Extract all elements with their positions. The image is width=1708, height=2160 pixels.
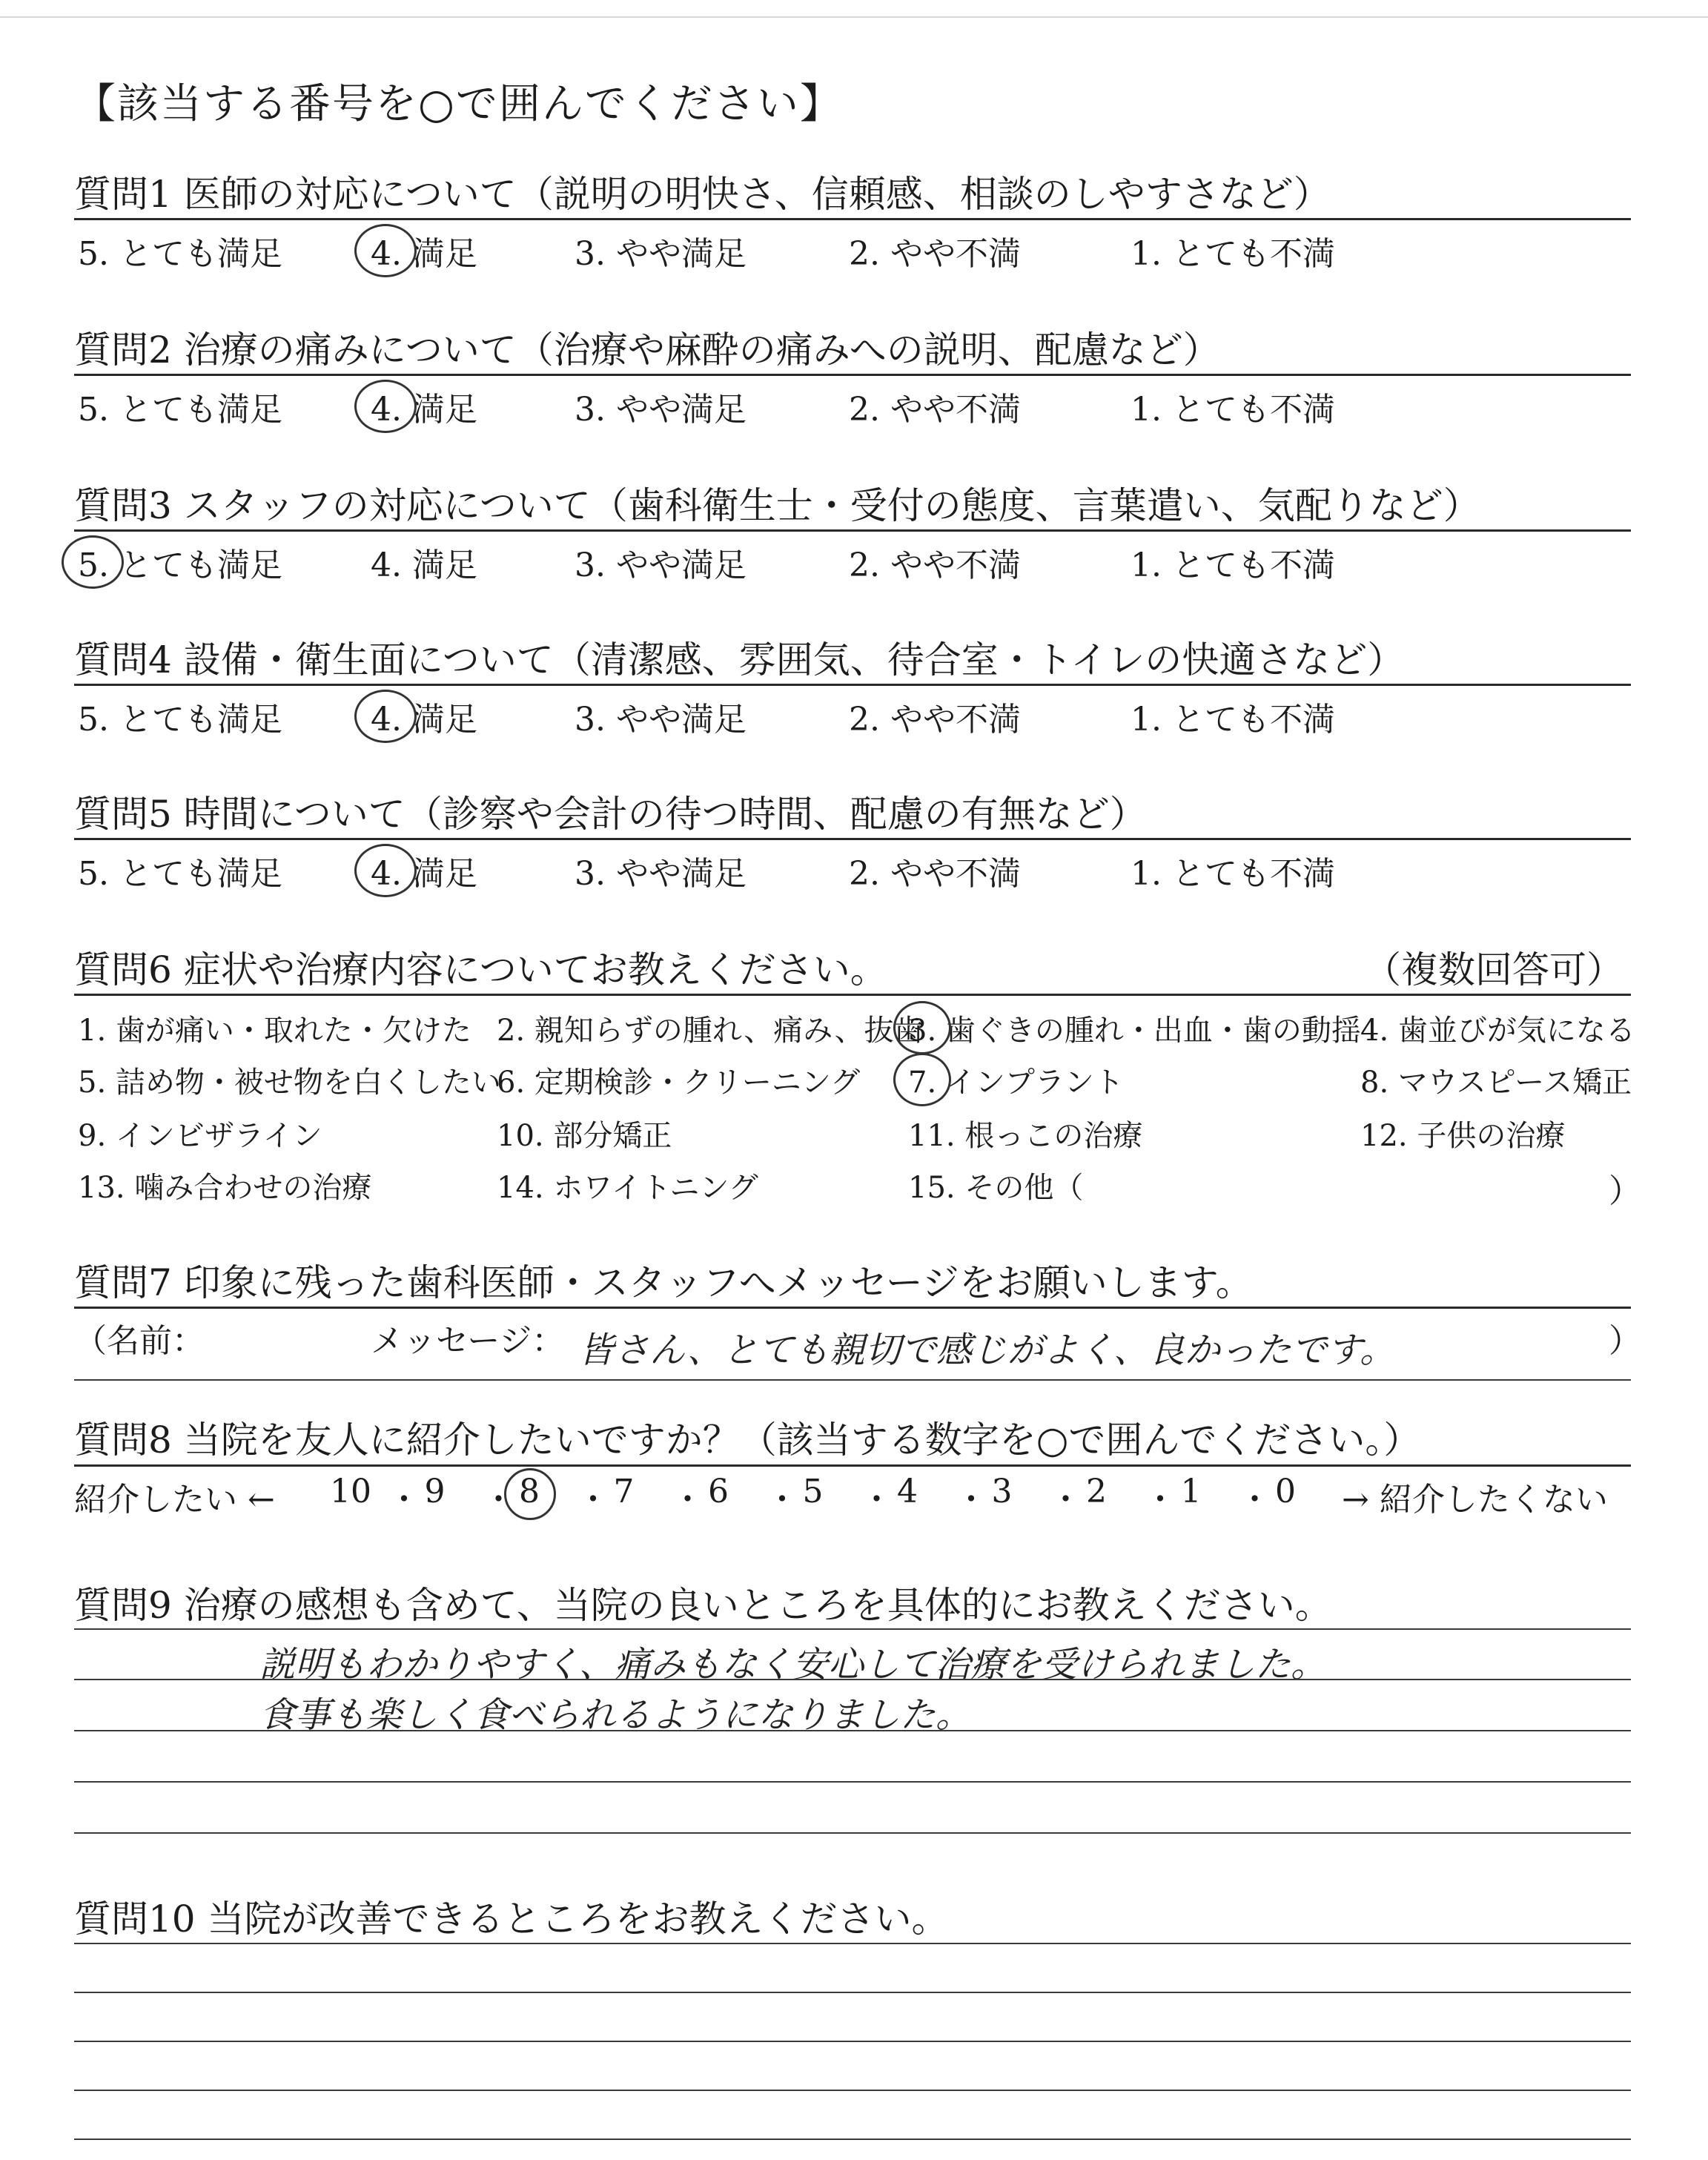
scale-separator-dot: ・ (860, 1481, 893, 1519)
question-9-line-4 (74, 1781, 1631, 1783)
scale-separator-dot: ・ (388, 1481, 420, 1519)
scan-top-edge (0, 16, 1708, 18)
question-7-underline (74, 1379, 1631, 1381)
recommend-score-4[interactable]: 4 (897, 1473, 918, 1510)
symptom-option-3[interactable]: 3. 歯ぐきの腫れ・出血・歯の動揺 (908, 1014, 1361, 1048)
question-2-option-2[interactable]: 2. やや不満 (849, 391, 1021, 429)
question-4-selected-circle (354, 690, 417, 743)
scale-separator-dot: ・ (955, 1481, 987, 1519)
recommend-score-6[interactable]: 6 (708, 1473, 729, 1510)
question-2-option-3[interactable]: 3. やや満足 (575, 391, 747, 429)
symptom-option-7[interactable]: 7. インプラント (908, 1066, 1124, 1100)
question-3-option-3[interactable]: 3. やや満足 (575, 546, 747, 584)
question-1-option-1[interactable]: 1. とても不満 (1131, 235, 1335, 273)
question-5-rule (74, 838, 1631, 840)
question-9-label: 質問9 治療の感想も含めて、当院の良いところを具体的にお教えください。 (74, 1584, 1332, 1627)
question-9-line-5 (74, 1832, 1631, 1834)
recommend-right-label: → 紹介したくない (1342, 1481, 1608, 1519)
question-1-option-2[interactable]: 2. やや不満 (849, 235, 1021, 273)
scale-separator-dot: ・ (1049, 1481, 1082, 1519)
recommend-score-2[interactable]: 2 (1086, 1473, 1107, 1510)
symptom-option-12[interactable]: 12. 子供の治療 (1360, 1119, 1566, 1153)
other-close-paren: ） (1609, 1172, 1641, 1210)
question-1-option-3[interactable]: 3. やや満足 (575, 235, 747, 273)
symptom-option-13[interactable]: 13. 噛み合わせの治療 (78, 1171, 372, 1205)
question-3-option-1[interactable]: 1. とても不満 (1131, 546, 1335, 584)
scale-separator-dot: ・ (1238, 1481, 1271, 1519)
symptom-option-6[interactable]: 6. 定期検診・クリーニング (497, 1066, 861, 1100)
question-2-rule (74, 374, 1631, 376)
scale-separator-dot: ・ (671, 1481, 704, 1519)
question-10-line-4 (74, 2090, 1631, 2091)
symptom-3-selected-circle (893, 1001, 951, 1054)
question-2-label: 質問2 治療の痛みについて（治療や麻酔の痛みへの説明、配慮など） (74, 328, 1220, 371)
question-3-label: 質問3 スタッフの対応について（歯科衛生士・受付の態度、言葉遣い、気配りなど） (74, 484, 1480, 527)
message-label: メッセージ： (371, 1322, 565, 1360)
recommend-score-0[interactable]: 0 (1275, 1473, 1296, 1510)
question-10-line-2 (74, 1992, 1631, 1993)
question-1-option-4[interactable]: 4. 満足 (371, 235, 477, 273)
recommend-score-9[interactable]: 9 (424, 1473, 446, 1510)
question-8-label: 質問8 当院を友人に紹介したいですか？（該当する数字を○で囲んでください。） (74, 1418, 1421, 1462)
question-9-line-3 (74, 1730, 1631, 1731)
symptom-option-8[interactable]: 8. マウスピース矯正 (1360, 1066, 1632, 1100)
question-2-option-4[interactable]: 4. 満足 (371, 391, 477, 429)
page-title: 【該当する番号を○で囲んでください】 (74, 80, 843, 128)
question-8-rule (74, 1464, 1631, 1467)
question-9-answer-1: 説明もわかりやすく、痛みもなく安心して治療を受けられました。 (259, 1644, 1327, 1685)
recommend-left-label: 紹介したい ← (74, 1481, 275, 1519)
symptom-option-4[interactable]: 4. 歯並びが気になる (1360, 1014, 1635, 1048)
question-5-label: 質問5 時間について（診察や会計の待つ時間、配慮の有無など） (74, 793, 1147, 836)
question-3-option-5[interactable]: 5. とても満足 (78, 546, 282, 584)
question-2-option-5[interactable]: 5. とても満足 (78, 391, 282, 429)
question-5-option-3[interactable]: 3. やや満足 (575, 855, 747, 893)
question-9-line-1 (74, 1628, 1631, 1630)
scale-separator-dot: ・ (766, 1481, 798, 1519)
question-4-option-2[interactable]: 2. やや不満 (849, 701, 1021, 739)
question-4-rule (74, 684, 1631, 686)
question-1-label: 質問1 医師の対応について（説明の明快さ、信頼感、相談のしやすさなど） (74, 173, 1331, 216)
scale-separator-dot: ・ (1144, 1481, 1176, 1519)
symptom-option-11[interactable]: 11. 根っこの治療 (908, 1119, 1143, 1153)
symptom-option-1[interactable]: 1. 歯が痛い・取れた・欠けた (78, 1014, 471, 1048)
question-6-note: （複数回答可） (1364, 948, 1623, 991)
recommend-selected-circle (504, 1468, 556, 1520)
symptom-option-9[interactable]: 9. インビザライン (78, 1119, 322, 1153)
question-7-rule (74, 1307, 1631, 1309)
symptom-option-5[interactable]: 5. 詰め物・被せ物を白くしたい (78, 1066, 501, 1100)
question-6-rule (74, 994, 1631, 996)
question-10-line-1 (74, 1943, 1631, 1944)
scale-separator-dot: ・ (482, 1481, 515, 1519)
symptom-option-14[interactable]: 14. ホワイトニング (497, 1171, 758, 1205)
name-label: （名前： (74, 1322, 205, 1360)
question-4-label: 質問4 設備・衛生面について（清潔感、雰囲気、待合室・トイレの快適さなど） (74, 638, 1405, 681)
question-3-selected-circle (62, 535, 124, 589)
recommend-score-1[interactable]: 1 (1180, 1473, 1202, 1510)
recommend-score-8[interactable]: 8 (519, 1473, 540, 1510)
question-2-option-1[interactable]: 1. とても不満 (1131, 391, 1335, 429)
message-answer: 皆さん、とても親切で感じがよく、良かったです。 (578, 1330, 1396, 1371)
question-5-option-5[interactable]: 5. とても満足 (78, 855, 282, 893)
question-1-rule (74, 218, 1631, 220)
question-10-line-3 (74, 2041, 1631, 2042)
question-4-option-3[interactable]: 3. やや満足 (575, 701, 747, 739)
question-7-label: 質問7 印象に残った歯科医師・スタッフへメッセージをお願いします。 (74, 1261, 1253, 1304)
question-4-option-4[interactable]: 4. 満足 (371, 701, 477, 739)
recommend-score-10[interactable]: 10 (330, 1473, 371, 1510)
symptom-option-10[interactable]: 10. 部分矯正 (497, 1119, 672, 1153)
question-5-selected-circle (354, 844, 417, 897)
question-3-option-2[interactable]: 2. やや不満 (849, 546, 1021, 584)
symptom-7-selected-circle (893, 1053, 951, 1106)
question-5-option-2[interactable]: 2. やや不満 (849, 855, 1021, 893)
message-close-paren: ） (1609, 1322, 1641, 1360)
question-1-selected-circle (354, 224, 417, 277)
question-1-option-5[interactable]: 5. とても満足 (78, 235, 282, 273)
recommend-score-7[interactable]: 7 (613, 1473, 635, 1510)
question-5-option-4[interactable]: 4. 満足 (371, 855, 477, 893)
question-5-option-1[interactable]: 1. とても不満 (1131, 855, 1335, 893)
recommend-score-5[interactable]: 5 (802, 1473, 824, 1510)
question-3-option-4[interactable]: 4. 満足 (371, 546, 477, 584)
question-4-option-1[interactable]: 1. とても不満 (1131, 701, 1335, 739)
symptom-option-2[interactable]: 2. 親知らずの腫れ、痛み、抜歯 (497, 1014, 924, 1048)
question-6-label: 質問6 症状や治療内容についてお教えください。 (74, 948, 887, 991)
question-10-label: 質問10 当院が改善できるところをお教えください。 (74, 1898, 949, 1941)
scale-separator-dot: ・ (577, 1481, 609, 1519)
symptom-option-15[interactable]: 15. その他（ (908, 1171, 1084, 1205)
question-9-answer-2: 食事も楽しく食べられるようになりました。 (259, 1694, 972, 1736)
question-10-line-5 (74, 2138, 1631, 2140)
question-4-option-5[interactable]: 5. とても満足 (78, 701, 282, 739)
question-9-line-2 (74, 1679, 1631, 1680)
recommend-score-3[interactable]: 3 (991, 1473, 1013, 1510)
question-3-rule (74, 529, 1631, 532)
question-2-selected-circle (354, 380, 417, 433)
